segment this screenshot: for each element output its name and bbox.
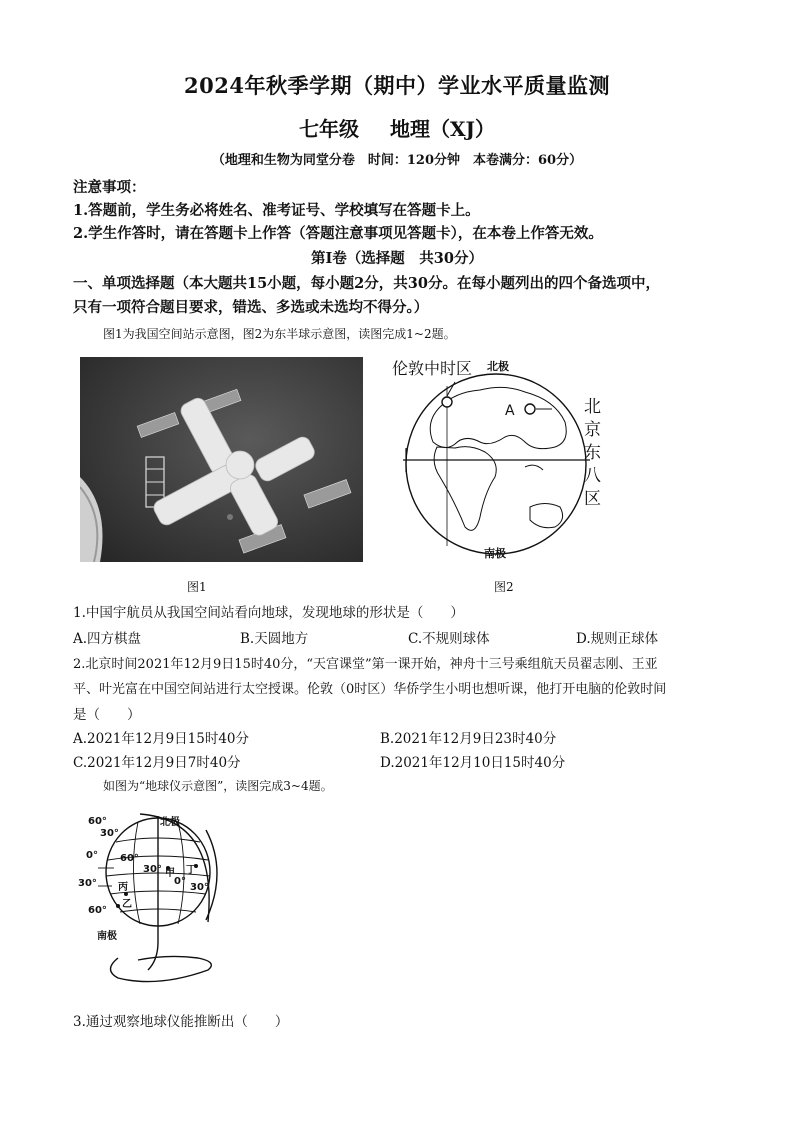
globe-lat-left-0: 0° bbox=[86, 850, 98, 861]
globe-lat-left-60: 60° bbox=[88, 905, 107, 916]
globe-lat-left-30-south: 30° bbox=[78, 878, 97, 889]
section-title: 第Ⅰ卷（选择题 共30分） bbox=[311, 250, 483, 267]
globe-lat-60-top: 60° bbox=[88, 816, 107, 827]
london-marker bbox=[442, 397, 452, 407]
grade-label: 七年级 bbox=[299, 117, 360, 141]
figure1-caption: 图1 bbox=[187, 580, 207, 594]
q2-line-3: 是（ ） bbox=[73, 707, 141, 723]
beijing-char-3: 东 bbox=[584, 443, 601, 463]
exam-title: 2024年秋季学期（期中）学业水平质量监测 bbox=[184, 73, 610, 98]
globe-ding: 丁 bbox=[186, 865, 196, 876]
globe-jia: 甲 bbox=[165, 868, 175, 879]
section-instruction-1: 一、单项选择题（本大题共15小题，每小题2分，共30分。在每小题列出的四个备选项中， bbox=[73, 275, 660, 292]
note-item-1: 1.答题前，学生务必将姓名、准考证号、学校填写在答题卡上。 bbox=[73, 202, 480, 219]
exam-info: （地理和生物为同堂分卷 时间：120分钟 本卷满分：60分） bbox=[211, 153, 583, 168]
south-pole-label: 南极 bbox=[484, 547, 506, 560]
q1-option-c: C.不规则球体 bbox=[408, 631, 490, 647]
globe-lat-inner-0: 0° bbox=[174, 876, 186, 887]
beijing-char-2: 京 bbox=[584, 420, 601, 440]
q1-option-b: B.天圆地方 bbox=[240, 631, 309, 647]
q3-stem: 3.通过观察地球仪能推断出（ ） bbox=[73, 1014, 289, 1030]
globe-lat-inner-60: 60° bbox=[120, 853, 139, 864]
globe-lat-right-30: 30° bbox=[190, 882, 209, 893]
q1-option-a: A.四方棋盘 bbox=[73, 631, 142, 647]
figure2-caption: 图2 bbox=[494, 580, 514, 594]
section-instruction-2: 只有一项符合题目要求，错选、多选或未选均不得分。） bbox=[73, 299, 429, 316]
q2-line-1: 2.北京时间2021年12月9日15时40分，“天宫课堂”第一课开始，神舟十三号乘组航天员翟志刚、王亚 bbox=[73, 657, 658, 672]
q2-line-2: 平、叶光富在中国空间站进行太空授课。伦敦（0时区）华侨学生小明也想听课，他打开电脑的伦敦时间 bbox=[73, 682, 667, 697]
globe-south-pole: 南极 bbox=[97, 931, 117, 942]
q2-option-b: B.2021年12月9日23时40分 bbox=[380, 731, 557, 747]
q2-option-c: C.2021年12月9日7时40分 bbox=[73, 755, 241, 771]
beijing-char-4: 八 bbox=[584, 466, 601, 486]
q1-stem: 1.中国宇航员从我国空间站看向地球，发现地球的形状是（ ） bbox=[73, 605, 464, 621]
q2-option-a: A.2021年12月9日15时40分 bbox=[73, 731, 250, 747]
globe-bing: 丙 bbox=[118, 882, 128, 893]
intro-q1-2: 图1为我国空间站示意图，图2为东半球示意图，读图完成1~2题。 bbox=[103, 327, 456, 341]
space-station-photo bbox=[80, 357, 363, 562]
beijing-marker bbox=[525, 404, 535, 414]
north-pole-label: 北极 bbox=[487, 360, 509, 373]
beijing-char-1: 北 bbox=[584, 397, 601, 417]
point-a-label: A bbox=[505, 403, 515, 419]
globe-lat-inner-30: 30° bbox=[143, 864, 162, 875]
subject-label: 地理（XJ） bbox=[389, 117, 495, 141]
globe-north-pole: 北极 bbox=[160, 817, 180, 828]
notes-heading: 注意事项： bbox=[73, 179, 146, 196]
space-station-illustration bbox=[80, 357, 363, 562]
globe-yi: 乙 bbox=[122, 899, 132, 910]
globe-lat-left-30: 30° bbox=[100, 828, 119, 839]
london-label: 伦敦中时区 bbox=[392, 359, 473, 378]
beijing-label bbox=[584, 396, 604, 511]
intro-q3-4: 如图为“地球仪示意图”，读图完成3~4题。 bbox=[103, 779, 333, 793]
note-item-2: 2.学生作答时，请在答题卡上作答（答题注意事项见答题卡），在本卷上作答无效。 bbox=[73, 225, 603, 242]
q2-option-d: D.2021年12月10日15时40分 bbox=[380, 755, 566, 771]
exam-subtitle bbox=[0, 113, 794, 142]
q1-option-d: D.规则正球体 bbox=[576, 631, 659, 647]
beijing-char-5: 区 bbox=[584, 489, 601, 509]
